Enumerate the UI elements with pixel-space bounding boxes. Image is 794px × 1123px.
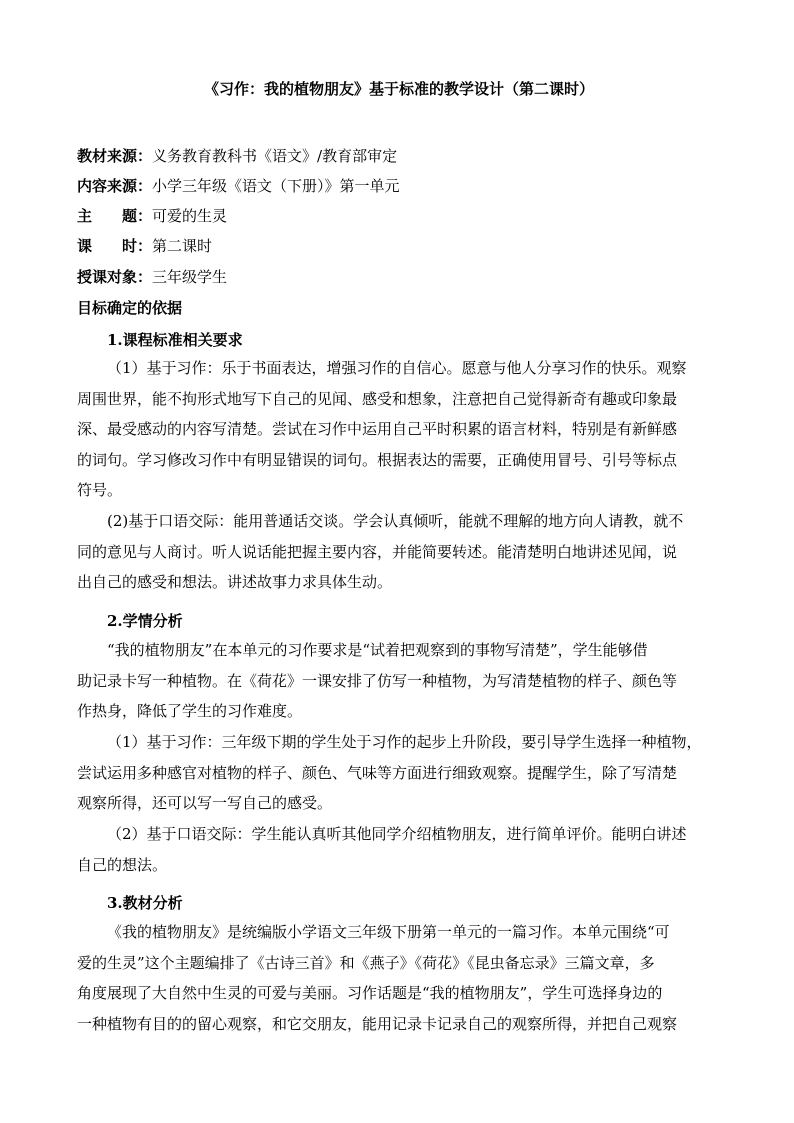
section-heading: 目标确定的依据 [77,299,183,317]
text-line: 观察所得，还可以写一写自己的感受。 [77,794,333,812]
text-line: 作热身，降低了学生的习作难度。 [77,702,303,720]
text-line: 出自己的感受和想法。讲述故事力求具体生动。 [77,573,393,591]
text-line: “我的植物朋友”在本单元的习作要求是“试着把观察到的事物写清楚”，学生能够借 [107,641,648,659]
text-line: （1）基于习作：乐于书面表达，增强习作的自信心。愿意与他人分享习作的快乐。观察 [107,359,687,377]
meta-key: 内容来源： [77,177,153,195]
text-line: 自己的想法。 [77,855,168,874]
meta-content-source [77,176,721,196]
text-line: 《我的植物朋友》是统编版小学语文三年级下册第一单元的一篇习作。本单元围绕“可 [107,923,670,941]
text-line: （2）基于口语交际：学生能认真听其他同学介绍植物朋友，进行简单评价。能明白讲述 [107,825,687,843]
meta-key: 授课对象： [77,268,153,286]
paragraph-1-1 [77,353,721,506]
meta-textbook-source [77,146,721,166]
text-line: 尝试运用多种感官对植物的样子、颜色、气味等方面进行细致观察。提醒学生，除了写清楚 [77,763,678,782]
text-line: 周围世界，能不拘形式地写下自己的见闻、感受和想象，注意把自己觉得新奇有趣或印象最 [77,389,678,408]
paragraph-2-2 [77,727,721,819]
text-line: 助记录卡写一种植物。在《荷花》一课安排了仿写一种植物，为写清楚植物的样子、颜色等 [77,671,678,690]
meta-key: 教材来源： [77,147,153,165]
paragraph-3-1 [77,917,721,1039]
meta-value: 义务教育教科书《语文》/教育部审定 [152,147,398,165]
text-line: (2)基于口语交际：能用普通话交谈。学会认真倾听，能就不理解的地方向人请教，就不 [107,512,684,530]
text-line: 角度展现了大自然中生灵的可爱与美丽。习作话题是“我的植物朋友”，学生可选择身边的 [77,984,663,1002]
text-line: 的词句。学习修改习作中有明显错误的词句。根据表达的需要，正确使用冒号、引号等标点 [77,450,678,469]
paragraph-2-3 [77,819,721,880]
subsection-heading-3: 3.教材分析 [107,894,183,912]
meta-value: 三年级学生 [152,268,228,286]
text-line: 深、最受感动的内容写清楚。尝试在习作中运用自己平时积累的语言材料，特别是有新鲜感 [77,420,678,438]
text-line: （1）基于习作：三年级下期的学生处于习作的起步上升阶段，要引导学生选择一种植物， [107,733,702,751]
paragraph-1-2 [77,506,721,598]
meta-key: 主 题： [77,207,153,225]
meta-value: 小学三年级《语文（下册）》第一单元 [152,177,400,195]
paragraph-2-1 [77,635,721,727]
meta-lesson [77,236,721,256]
text-line: 一种植物有目的的留心观察，和它交朋友，能用记录卡记录自己的观察所得，并把自己观察 [77,1014,678,1033]
meta-value: 可爱的生灵 [152,207,228,225]
document-title: 《习作：我的植物朋友》基于标准的教学设计（第二课时） [203,80,594,98]
text-line: 同的意见与人商讨。听人说话能把握主要内容，并能简要转述。能清楚明白地讲述见闻，说 [77,542,678,561]
meta-key: 课 时： [77,237,153,255]
subsection-heading-2: 2.学情分析 [107,612,183,630]
meta-audience [77,267,721,287]
meta-theme [77,206,721,226]
subsection-heading-1: 1.课程标准相关要求 [107,331,243,349]
text-line: 爱的生灵”这个主题编排了《古诗三首》和《燕子》《荷花》《昆虫备忘录》三篇文章，多 [77,953,655,972]
text-line: 符号。 [77,481,123,499]
meta-value: 第二课时 [152,237,213,255]
